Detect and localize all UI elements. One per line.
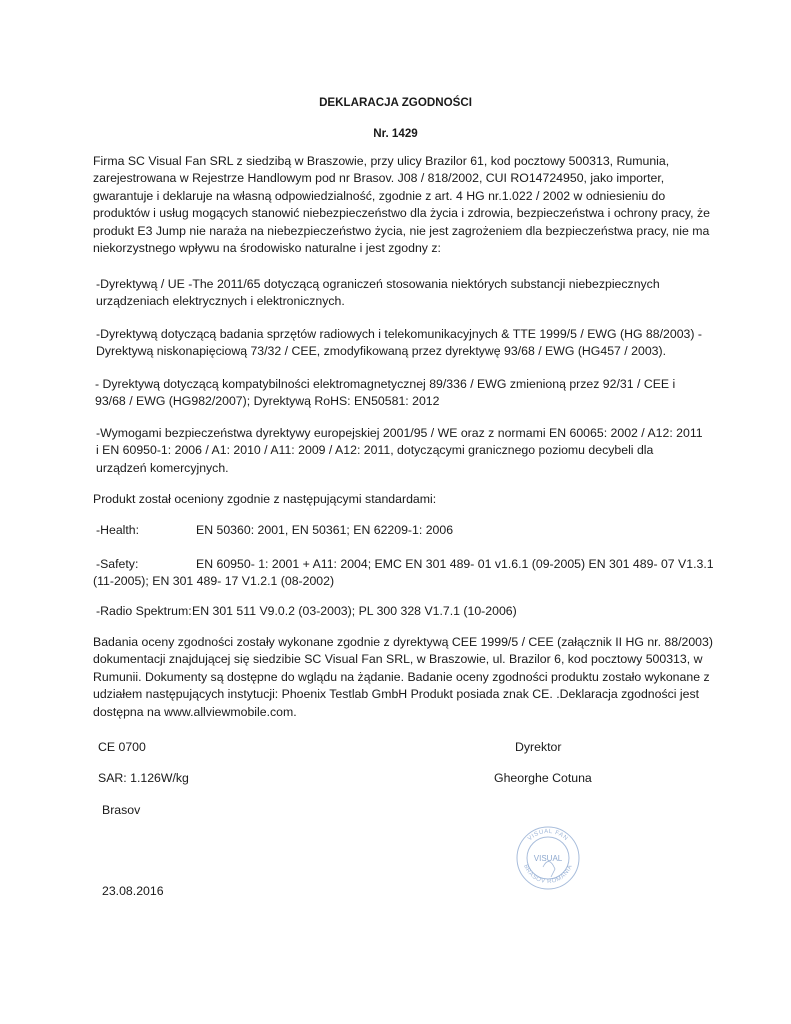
closing-paragraph: Badania oceny zgodności zostały wykonane zgodnie z dyrektywą CEE 1999/5 / CEE (załącznik II HG nr. 88/2003) dokumentacji znajdującej się siedzibie SC Visual Fan SRL, w Braszowie, ul. Brazilor 6, kod pocztowy 500313, w Rumunii. Dokumenty są dostępne do wglądu na żądanie. Badanie oceny zgodności produktu zostało wykonane z udziałem następujących instytucji: Phoenix Testlab GmbH Produkt posiada znak CE. .Deklaracja zgodności jest dostępna na www.allviewmobile.com. xyxy=(93,635,713,719)
standard-value: EN 60950- 1: 2001 + A11: 2004; EMC EN 301 489- 01 v1.6.1 (09-2005) EN 301 489- 07 V1.3.1 xyxy=(196,557,714,571)
standard-value: EN 50360: 2001, EN 50361; EN 62209-1: 2006 xyxy=(196,523,454,537)
signatory-role: Dyrektor xyxy=(515,740,562,754)
directive-paragraph-1: -Dyrektywą / UE -The 2011/65 dotyczącą ograniczeń stosowania niektórych substancji niebezpiecznych urządzeniach elektrycznych i elektronicznych. xyxy=(96,277,660,309)
sar-value: SAR: 1.126W/kg xyxy=(98,771,189,785)
city: Brasov xyxy=(102,803,141,817)
standard-row-safety-cont: (11-2005); EN 301 489- 17 V1.2.1 (08-2002) xyxy=(93,574,335,588)
ce-mark: CE 0700 xyxy=(98,740,146,754)
stamp-bottom-text: BRASOV ROMANIA xyxy=(522,863,574,886)
standards-intro: Produkt został oceniony zgodnie z następującymi standardami: xyxy=(93,492,437,506)
company-stamp-icon xyxy=(515,825,581,891)
stamp-center-text: VISUAL xyxy=(533,854,563,863)
standard-row-health xyxy=(96,522,454,539)
document-title: DEKLARACJA ZGODNOŚCI xyxy=(319,96,472,109)
svg-text:BRASOV ROMANIA xyxy=(522,864,574,885)
standard-label: -Health: xyxy=(96,523,140,537)
standard-row-safety xyxy=(96,556,714,573)
intro-paragraph: Firma SC Visual Fan SRL z siedzibą w Braszowie, przy ulicy Brazilor 61, kod pocztowy 500313, Rumunia, zarejestrowana w Rejestrze Handlowym pod nr Brasov. J08 / 818/2002, CUI RO14724950, jako importer, gwarantuje i deklaruje na własną odpowiedzialność, zgodnie z art. 4 HG nr.1.022 / 2002 w odniesieniu do produktów i usług mogących stanowić niebezpieczeństwo dla życia i zdrowia, bezpieczeństwa i ochrony pracy, że produkt E3 Jump nie naraża na niebezpieczeństwo życia, nie jest zagrożeniem dla bezpieczeństwa pracy, nie ma niekorzystnego wpływu na środowisko naturalne i jest zgodny z: xyxy=(93,154,710,256)
date: 23.08.2016 xyxy=(102,884,164,898)
standard-label: -Safety: xyxy=(96,557,139,571)
standard-label: -Radio Spektrum: xyxy=(96,604,192,618)
standard-row-radio xyxy=(96,603,517,620)
standard-value: EN 301 511 V9.0.2 (03-2003); PL 300 328 V1.7.1 (10-2006) xyxy=(192,604,517,618)
directive-paragraph-4: -Wymogami bezpieczeństwa dyrektywy europejskiej 2001/95 / WE oraz z normami EN 60065: 2002 / A12: 2011 i EN 60950-1: 2006 / A1: 2010 / A11: 2009 / A12: 2011, dotyczącymi granicznego poziomu decybeli dla urządzeń komercyjnych. xyxy=(96,426,703,475)
directive-paragraph-2: -Dyrektywą dotyczącą badania sprzętów radiowych i telekomunikacyjnych & TTE 1999/5 / EWG (HG 88/2003) - Dyrektywą niskonapięciową 73/32 / CEE, zmodyfikowaną przez dyrektywę 93/68 / EWG (HG457 / 2003). xyxy=(96,327,702,359)
directive-paragraph-3: - Dyrektywą dotyczącą kompatybilności elektromagnetycznej 89/336 / EWG zmienioną przez 92/31 / CEE i 93/68 / EWG (HG982/2007); Dyrektywą RoHS: EN50581: 2012 xyxy=(95,377,676,409)
stamp-top-text: VISUAL FAN xyxy=(527,828,569,843)
document-number: Nr. 1429 xyxy=(373,127,418,140)
signatory-name: Gheorghe Cotuna xyxy=(494,771,592,785)
